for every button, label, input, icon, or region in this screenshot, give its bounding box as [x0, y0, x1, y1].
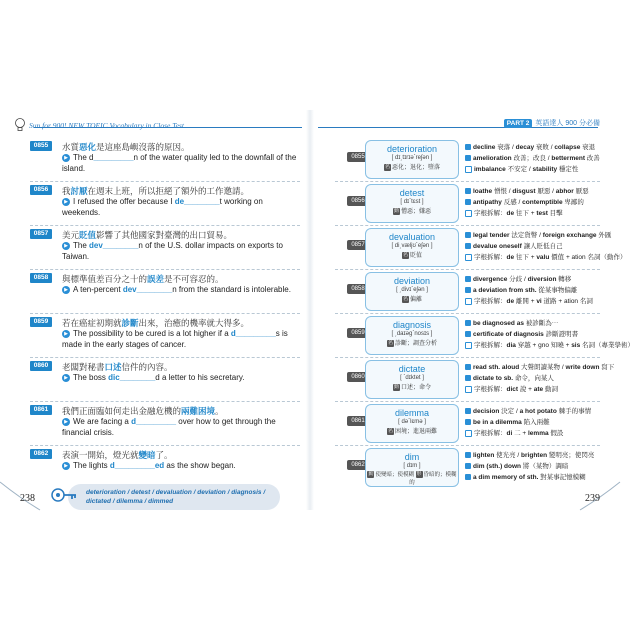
gutter [306, 110, 314, 510]
bullet-icon [465, 144, 471, 150]
related-line: certificate of diagnosis 診斷證明書 [465, 329, 605, 340]
phonetic: [ ˋdɪktet ] [400, 375, 424, 381]
pos-tag: 名 [387, 427, 393, 434]
bullet-icon [465, 210, 472, 217]
related-lines [465, 186, 605, 219]
chinese-sentence: 若在癌症初期就診斷出來，治癒的機率就大得多。 [62, 318, 250, 328]
cloze-blank: d_________ [230, 329, 276, 338]
bullet-icon [465, 254, 472, 261]
vocab-number: 0857 [347, 240, 369, 250]
related-line: read sth. aloud 大聲朗讀某物 / write down 寫下 [465, 362, 605, 373]
pos-tag: 名 [387, 339, 393, 346]
chinese-sentence: 表演一開始，燈光就變暗了。 [62, 450, 173, 460]
play-arrow-icon: ▶ [62, 198, 70, 206]
right-page-entries [335, 138, 634, 489]
related-line: divergence 分歧 / diversion 轉移 [465, 274, 605, 285]
headword: deterioration [386, 144, 438, 154]
entry-number: 0855 [30, 141, 52, 151]
english-sentence: ▶ I refused the offer because I de________t working on weekends. [62, 197, 263, 217]
bullet-icon [465, 199, 471, 205]
pos-tag: 形 [416, 471, 422, 478]
bullet-icon [465, 232, 471, 238]
definition: 動 憎惡；嫌惡 [393, 207, 431, 215]
pos-tag: 名 [384, 163, 390, 170]
page-number-right: 239 [585, 493, 600, 504]
related-lines [465, 230, 627, 263]
page-number-left: 238 [20, 493, 35, 504]
play-arrow-icon: ▶ [62, 154, 70, 162]
related-line: a dim memory of sth. 對某事記憶模糊 [465, 472, 605, 483]
cloze-blank: _________ [93, 153, 134, 162]
phonetic: [ dɪˋtɛst ] [400, 199, 424, 205]
vocab-card [365, 316, 459, 355]
running-head-left: Sun for 900! NEW TOEIC Vocabulary in Close Test [29, 120, 185, 130]
related-line: antipathy 反感 / contemptible 卑鄙的 [465, 197, 605, 208]
entry-row [30, 138, 300, 182]
entry-number: 0859 [30, 317, 52, 327]
definition: 動 使變暗；使模糊 形 昏暗的；模糊的 [368, 471, 457, 487]
cloze-blank: d_________ [131, 417, 177, 426]
entry-number: 0860 [30, 361, 52, 371]
related-lines [465, 318, 634, 351]
vocab-row [335, 402, 600, 446]
running-head-right: 英語達人 900 分必備 [535, 120, 600, 127]
related-line: decision 決定 / a hot potato 棘手的事情 [465, 406, 605, 417]
headword: dictate [398, 364, 426, 374]
entry-number: 0862 [30, 449, 52, 459]
related-line: lighten 使光亮 / brighten 變明亮；使閃亮 [465, 450, 605, 461]
definition: 名 偏離 [402, 295, 422, 303]
phonetic: [ dɪm ] [403, 463, 421, 469]
entry-row [30, 446, 300, 489]
left-page-entries [30, 138, 300, 489]
bullet-icon [465, 166, 472, 173]
english-sentence: ▶ A ten-percent dev________n from the standard is intolerable. [62, 284, 302, 295]
phonetic: [ dɪ͵tɪrɪəˋreʃən ] [391, 155, 433, 161]
bullet-icon [465, 452, 471, 458]
english-sentence: ▶ The dev________n of the U.S. dollar impacts on exports to Taiwan. [62, 241, 283, 261]
bullet-icon [465, 463, 471, 469]
headword: dim [404, 452, 420, 462]
headword: diagnosis [392, 320, 432, 330]
bullet-icon [465, 155, 471, 161]
entry-row [30, 270, 300, 314]
pos-tag: 動 [393, 207, 399, 214]
vocab-number: 0856 [347, 196, 369, 206]
cloze-blank: dic________ [108, 373, 156, 382]
definition: 名 貶值 [402, 251, 422, 259]
chinese-sentence: 我討厭在週末上班，所以拒絕了額外的工作邀請。 [62, 186, 250, 196]
related-line: imbalance 不安定 / stability 穩定性 [465, 164, 605, 175]
bullet-icon [465, 375, 471, 381]
vocab-number: 0862 [347, 460, 369, 470]
related-lines [465, 406, 605, 439]
pos-tag: 動 [368, 471, 374, 478]
bullet-icon [465, 287, 471, 293]
english-sentence: ▶ The d_________n of the water quality led to the downfall of the island. [62, 153, 297, 173]
bullet-icon [465, 408, 471, 414]
related-lines [465, 362, 615, 395]
key-icon [50, 484, 78, 506]
definition: 名 困境；進退兩難 [387, 427, 437, 435]
related-lines [465, 450, 605, 483]
header-rule-left [34, 127, 302, 128]
definition: 名 診斷；調查分析 [387, 339, 437, 347]
bullet-icon [465, 188, 471, 194]
pos-tag: 名 [402, 295, 408, 302]
bullet-icon [465, 320, 471, 326]
entry-row [30, 358, 300, 402]
definition: 名 惡化；退化；墮落 [384, 163, 440, 171]
bullet-icon [465, 430, 472, 437]
entry-row [30, 402, 300, 446]
related-line: 字根拆解：di 二 + lemma 假設 [465, 428, 605, 439]
chinese-sentence: 我們正面臨如何走出金融危機的兩難困境。 [62, 406, 224, 416]
part-badge: PART 2 [504, 119, 533, 128]
play-arrow-icon: ▶ [62, 286, 70, 294]
phonetic: [ di͵væljʊˋeʃən ] [391, 243, 433, 249]
play-arrow-icon: ▶ [62, 242, 70, 250]
related-line: loathe 憎恨 / disgust 厭惡 / abhor 厭惡 [465, 186, 605, 197]
play-arrow-icon: ▶ [62, 462, 70, 470]
chinese-sentence: 老闆對秘書口述信件的內容。 [62, 362, 173, 372]
related-line: legal tender 法定貨幣 / foreign exchange 外匯 [465, 230, 605, 241]
english-sentence: ▶ The boss dic________d a letter to his secretary. [62, 372, 302, 383]
vocab-row [335, 138, 600, 182]
header-left [14, 118, 184, 132]
vocab-row [335, 446, 600, 489]
related-line: 字根拆解：dict 說 + ate 動詞 [465, 384, 605, 395]
vocab-card [365, 360, 459, 399]
phonetic: [ dəˋlɛmə ] [398, 419, 426, 425]
headword: deviation [393, 276, 431, 286]
header-right [504, 118, 600, 128]
answer-key: deterioration / detest / devaluation / deviation / diagnosis / dictated / dilemma / dimmed [86, 489, 266, 505]
phonetic: [ ͵divɪˋeʃən ] [396, 287, 428, 293]
chinese-sentence: 美元貶值影響了其他國家對臺灣的出口貿易。 [62, 230, 233, 240]
vocab-card [365, 448, 459, 487]
related-lines [465, 274, 605, 307]
headword: dilemma [394, 408, 429, 418]
bullet-icon [465, 342, 472, 349]
vocab-card [365, 140, 459, 179]
vocab-row [335, 182, 600, 226]
bullet-icon [465, 331, 471, 337]
vocab-card [365, 272, 459, 311]
related-lines [465, 142, 605, 175]
vocab-card [365, 184, 459, 223]
chinese-sentence: 與標準值差百分之十的誤差是不可容忍的。 [62, 274, 224, 284]
play-arrow-icon: ▶ [62, 330, 70, 338]
bullet-icon [465, 474, 471, 480]
vocab-number: 0861 [347, 416, 369, 426]
pos-tag: 名 [402, 251, 408, 258]
headword: devaluation [388, 232, 436, 242]
related-line: a deviation from sth. 從某事物偏離 [465, 285, 605, 296]
english-sentence: ▶ We are facing a d_________ over how to get through the financial crisis. [62, 417, 276, 437]
related-line: dictate to sb. 命令，向某人 [465, 373, 605, 384]
headword: detest [399, 188, 425, 198]
english-sentence: ▶ The lights d_________ed as the show began. [62, 460, 302, 471]
related-line: 字根拆解：de 離開 + vi 道路 + ation 名詞 [465, 296, 605, 307]
english-sentence: ▶ The possibility to be cured is a lot higher if a d_________s is made in the early stages of cancer. [62, 329, 288, 349]
related-line: be diagnosed as 被診斷為⋯ [465, 318, 605, 329]
vocab-row [335, 314, 634, 358]
cloze-blank: d_________ed [109, 461, 165, 470]
entry-row [30, 226, 300, 270]
vocab-card [365, 404, 459, 443]
related-line: dim (sth.) down 將（某物）調暗 [465, 461, 605, 472]
bullet-icon [465, 364, 471, 370]
vocab-row [335, 226, 627, 270]
entry-row [30, 314, 300, 358]
cloze-blank: de________ [174, 197, 220, 206]
bullet-icon [465, 419, 471, 425]
bullet-icon [465, 298, 472, 305]
cloze-blank: dev________ [122, 285, 173, 294]
related-line: devalue oneself 讓人貶低自己 [465, 241, 605, 252]
vocab-number: 0860 [347, 372, 369, 382]
definition: 動 口述；命令 [393, 383, 431, 391]
vocab-card [365, 228, 459, 267]
vocab-row [335, 358, 615, 402]
cloze-blank: dev________ [89, 241, 139, 250]
play-arrow-icon: ▶ [62, 374, 70, 382]
play-arrow-icon: ▶ [62, 418, 70, 426]
bullet-icon [465, 386, 472, 393]
chinese-sentence: 水質惡化是這座島嶼沒落的原因。 [62, 142, 190, 152]
vocab-row [335, 270, 600, 314]
related-line: be in a dilemma 陷入兩難 [465, 417, 605, 428]
entry-number: 0858 [30, 273, 52, 283]
related-line: 字根拆解：dia 穿越 + gno 知曉 + sis 名詞（專業學術） [465, 340, 605, 351]
bullet-icon [465, 276, 471, 282]
vocab-number: 0858 [347, 284, 369, 294]
related-line: 字根拆解：de 往下 + valu 價值 + ation 名詞（動作） [465, 252, 605, 263]
vocab-number: 0859 [347, 328, 369, 338]
related-line: amelioration 改善；改良 / betterment 改善 [465, 153, 605, 164]
vocab-number: 0855 [347, 152, 369, 162]
bullet-icon [465, 243, 471, 249]
entry-number: 0856 [30, 185, 52, 195]
related-line: 字根拆解：de 往下 + test 目擊 [465, 208, 605, 219]
phonetic: [ ͵daɪəgˋnosɪs ] [391, 331, 433, 337]
entry-number: 0857 [30, 229, 52, 239]
entry-row [30, 182, 300, 226]
related-line: decline 衰落 / decay 衰敗 / collapse 衰退 [465, 142, 605, 153]
pos-tag: 動 [393, 383, 399, 390]
lightbulb-icon [14, 118, 26, 132]
entry-number: 0861 [30, 405, 52, 415]
